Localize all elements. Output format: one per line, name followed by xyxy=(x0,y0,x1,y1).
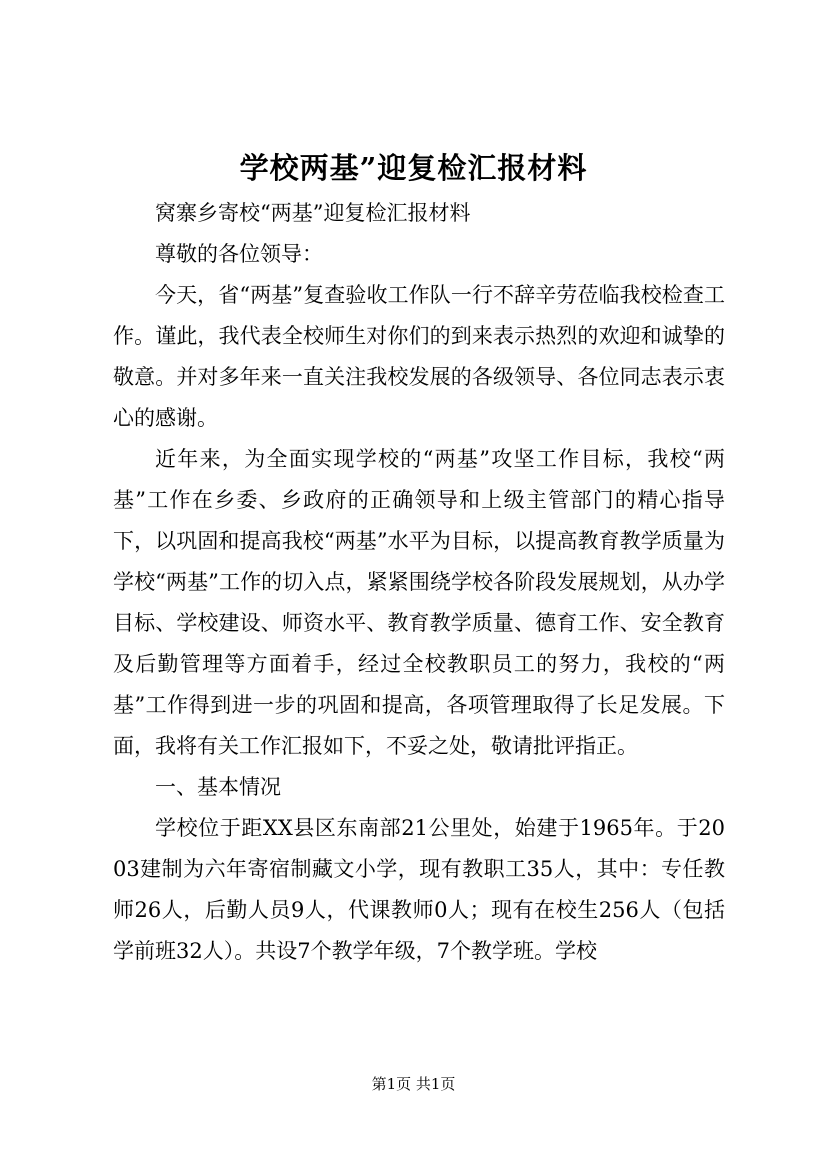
paragraph-school-info: 学校位于距XX县区东南部21公里处，始建于1965年。于2003建制为六年寄宿制藏文小学，现有教职工35人，其中：专任教师26人，后勤人员9人，代课教师0人；现有在校生256人（包括学前班32人）。共设7个教学年级，7个教学班。学校 xyxy=(113,816,725,963)
paragraph-overview: 近年来，为全面实现学校的“两基”攻坚工作目标，我校“两基”工作在乡委、乡政府的正确领导和上级主管部门的精心指导下，以巩固和提高我校“两基”水平为目标，以提高教育教学质量为学校“两基”工作的切入点，紧紧围绕学校各阶段发展规划，从办学目标、学校建设、师资水平、教育教学质量、德育工作、安全教育及后勤管理等方面着手，经过全校教职员工的努力，我校的“两基”工作得到进一步的巩固和提高，各项管理取得了长足发展。下面，我将有关工作汇报如下，不妥之处，敬请批评指正。 xyxy=(113,447,725,758)
paragraph-welcome: 今天，省“两基”复查验收工作队一行不辞辛劳莅临我校检查工作。谨此，我代表全校师生对你们的到来表示热烈的欢迎和诚挚的敬意。并对多年来一直关注我校发展的各级领导、各位同志表示衷心的感谢。 xyxy=(113,283,725,430)
document-body xyxy=(113,193,725,972)
paragraph-subtitle: 窝寨乡寄校“两基”迎复检汇报材料 xyxy=(155,201,471,225)
section-heading-basic-info: 一、基本情况 xyxy=(155,775,281,799)
page-footer: 第1页 共1页 xyxy=(371,1075,456,1093)
document-title: 学校两基”迎复检汇报材料 xyxy=(239,151,588,185)
paragraph-salutation: 尊敬的各位领导： xyxy=(155,242,323,266)
